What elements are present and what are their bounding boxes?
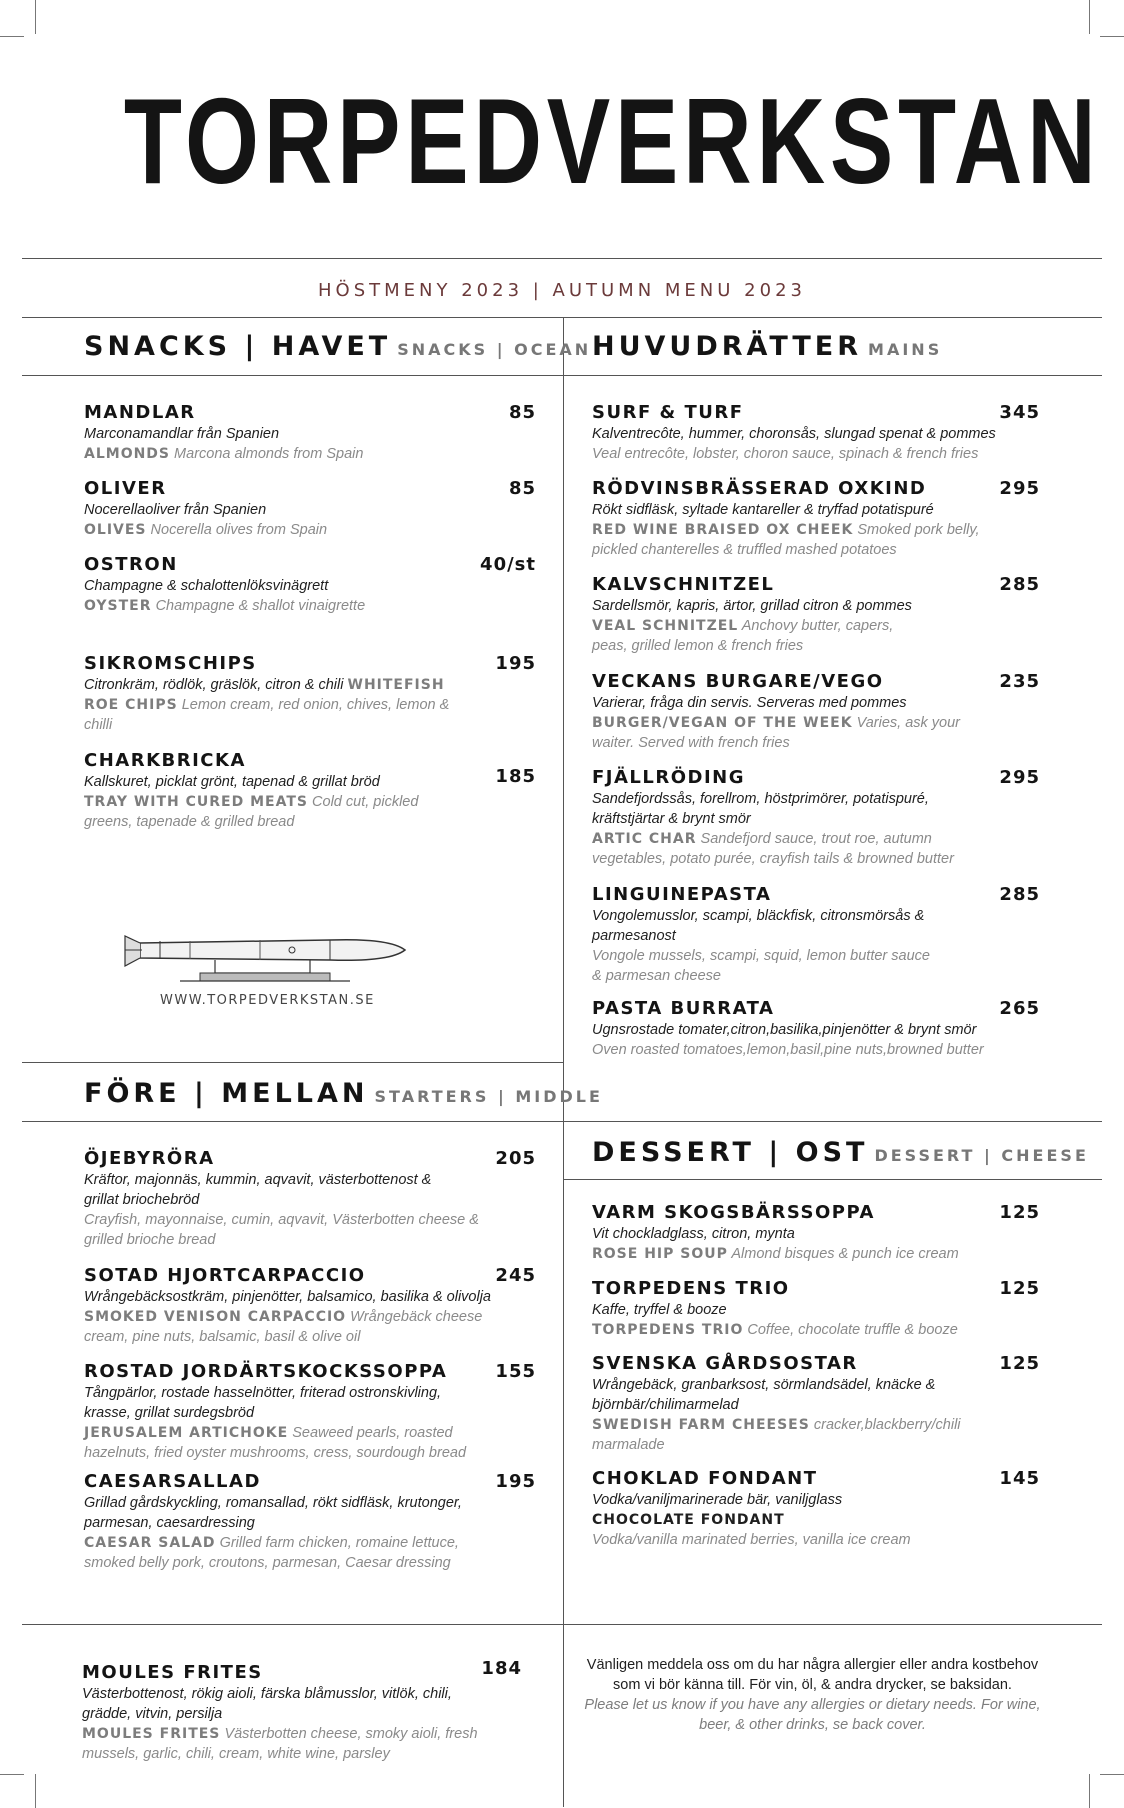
item-name: VARM SKOGSBÄRSSOPPA: [592, 1202, 875, 1223]
torpedo-illustration-icon: [120, 928, 410, 988]
item-name-en: MOULES FRITES: [82, 1726, 221, 1742]
item-name: CAESARSALLAD: [84, 1471, 261, 1492]
item-price: 125: [999, 1353, 1040, 1374]
item-name-en: JERUSALEM ARTICHOKE: [84, 1425, 289, 1441]
crop-mark: [0, 1774, 24, 1775]
divider: [22, 375, 1102, 376]
item-name: SOTAD HJORTCARPACCIO: [84, 1265, 366, 1286]
section-title-en: MAINS: [868, 340, 943, 359]
menu-item: [84, 653, 536, 735]
item-price: 285: [999, 884, 1040, 905]
item-name: FJÄLLRÖDING: [592, 767, 746, 788]
item-name-en: TORPEDENS TRIO: [592, 1322, 744, 1338]
item-price: 205: [495, 1148, 536, 1169]
item-price: 285: [999, 574, 1040, 595]
section-title-en: STARTERS | MIDDLE: [374, 1087, 603, 1106]
website-link[interactable]: WWW.TORPEDVERKSTAN.SE: [160, 993, 375, 1008]
item-name: LINGUINEPASTA: [592, 884, 772, 905]
menu-item: [592, 402, 1040, 464]
item-name-en: SMOKED VENISON CARPACCIO: [84, 1309, 347, 1325]
menu-item: [592, 884, 1040, 986]
item-description-sv: Grillad gårdskyckling, romansallad, rökt sidfläsk, krutonger, parmesan, caesardressing: [84, 1495, 462, 1531]
item-description-sv: Kaffe, tryffel & booze: [592, 1302, 727, 1318]
item-price: 295: [999, 767, 1040, 788]
section-heading-dessert: [592, 1137, 1089, 1168]
item-description-sv: Sardellsmör, kapris, ärtor, grillad citron & pommes: [592, 598, 912, 614]
item-name-en: ARTIC CHAR: [592, 831, 697, 847]
menu-item: [84, 1265, 536, 1347]
item-name: CHOKLAD FONDANT: [592, 1468, 818, 1489]
item-description-en: Crayfish, mayonnaise, cumin, aqvavit, Västerbotten cheese & grilled brioche bread: [84, 1212, 479, 1248]
crop-mark: [35, 0, 36, 34]
item-description-en: Anchovy butter, capers, peas, grilled lemon & french fries: [592, 618, 894, 654]
divider: [563, 1179, 1102, 1180]
item-description-sv: Rökt sidfläsk, syltade kantareller & tryffad potatispuré: [592, 502, 934, 518]
menu-item: [592, 998, 1040, 1060]
section-title: SNACKS | HAVET: [84, 331, 392, 362]
item-name: ÖJEBYRÖRA: [84, 1148, 215, 1169]
section-heading-starters: [84, 1078, 603, 1109]
menu-item: [84, 402, 536, 464]
item-description-sv: Champagne & schalottenlöksvinägrett: [84, 578, 329, 594]
item-name: RÖDVINSBRÄSSERAD OXKIND: [592, 478, 927, 499]
item-description-sv: Tångpärlor, rostade hasselnötter, friterad ostronskivling, krasse, grillat surdegsbröd: [84, 1385, 442, 1421]
item-price: 185: [495, 766, 536, 787]
item-description-sv: Nocerellaoliver från Spanien: [84, 502, 267, 518]
divider: [22, 1624, 1102, 1625]
item-price: 235: [999, 671, 1040, 692]
section-heading-mains: [592, 331, 942, 362]
menu-item: [592, 1468, 1040, 1550]
item-description-sv: Wrångebäck, granbarksost, sörmlandsädel, knäcke & björnbär/chilimarmelad: [592, 1377, 936, 1413]
item-price: 195: [495, 1471, 536, 1492]
item-name-en: CHOCOLATE FONDANT: [592, 1512, 785, 1528]
menu-item: [84, 750, 536, 832]
item-description-en: Västerbotten cheese, smoky aioli, fresh mussels, garlic, chili, cream, white wine, parsley: [82, 1726, 478, 1762]
menu-item: [592, 1278, 1040, 1340]
item-description-en: Almond bisques & punch ice cream: [731, 1246, 959, 1262]
item-price: 184: [481, 1658, 522, 1679]
item-description-en: Vodka/vanilla marinated berries, vanilla ice cream: [592, 1532, 911, 1548]
item-description-en: Grilled farm chicken, romaine lettuce, smoked belly pork, croutons, parmesan, Caesar dressing: [84, 1535, 459, 1571]
divider: [22, 1121, 1102, 1122]
crop-mark: [1089, 1774, 1090, 1808]
item-name: OSTRON: [84, 554, 178, 575]
item-name-en: ROSE HIP SOUP: [592, 1246, 728, 1262]
item-name-en: RED WINE BRAISED OX CHEEK: [592, 522, 854, 538]
item-name: MANDLAR: [84, 402, 196, 423]
item-description-en: Wrångebäck cheese cream, pine nuts, balsamic, basil & olive oil: [84, 1309, 483, 1345]
divider: [22, 317, 1102, 318]
menu-item: [84, 1148, 536, 1250]
allergy-note: [580, 1655, 1045, 1735]
menu-item: [84, 554, 536, 616]
menu-item: [592, 1353, 1040, 1455]
item-description-sv: Varierar, fråga din servis. Serveras med pommes: [592, 695, 907, 711]
allergy-note-sv: Vänligen meddela oss om du har några allergier eller andra kostbehov som vi bör känna till. För vin, öl, & andra drycker, se baksidan.: [586, 1657, 1039, 1693]
menu-item: [84, 1471, 536, 1573]
item-description-sv: Vodka/vaniljmarinerade bär, vaniljglass: [592, 1492, 843, 1508]
item-name-en: VEAL SCHNITZEL: [592, 618, 739, 634]
item-description-en: Lemon cream, red onion, chives, lemon & chilli: [84, 697, 450, 733]
crop-mark: [0, 36, 24, 37]
item-name: CHARKBRICKA: [84, 750, 246, 771]
divider: [22, 1062, 563, 1063]
item-name: PASTA BURRATA: [592, 998, 775, 1019]
item-name: OLIVER: [84, 478, 167, 499]
item-description-sv: Sandefjordssås, forellrom, höstprimörer, potatispuré, kräftstjärtar & brynt smör: [592, 791, 929, 827]
item-description-sv: Kräftor, majonnäs, kummin, aqvavit, västerbottenost & grillat briochebröd: [84, 1172, 432, 1208]
item-price: 145: [999, 1468, 1040, 1489]
item-description-sv: Marconamandlar från Spanien: [84, 426, 280, 442]
item-name: KALVSCHNITZEL: [592, 574, 775, 595]
item-description-en: cracker,blackberry/chili marmalade: [592, 1417, 961, 1453]
item-description-en: Veal entrecôte, lobster, choron sauce, spinach & french fries: [592, 446, 979, 462]
item-name-en: OYSTER: [84, 598, 152, 614]
item-price: 265: [999, 998, 1040, 1019]
item-name-en: OLIVES: [84, 522, 147, 538]
item-name: VECKANS BURGARE/VEGO: [592, 671, 884, 692]
item-name-en: TRAY WITH CURED MEATS: [84, 794, 308, 810]
menu-item: [82, 1658, 522, 1764]
crop-mark: [35, 1774, 36, 1808]
column-divider: [563, 317, 564, 1807]
item-price: 345: [999, 402, 1040, 423]
menu-subtitle: HÖSTMENY 2023 | AUTUMN MENU 2023: [318, 280, 806, 301]
item-name: TORPEDENS TRIO: [592, 1278, 790, 1299]
item-name-en: WHITEFISH ROE CHIPS: [84, 677, 445, 713]
item-name: ROSTAD JORDÄRTSKOCKSSOPPA: [84, 1361, 448, 1382]
item-price: 155: [495, 1361, 536, 1382]
section-title: DESSERT | OST: [592, 1137, 869, 1168]
menu-item: [592, 574, 1040, 656]
menu-item: [84, 478, 536, 540]
item-name-en: SWEDISH FARM CHEESES: [592, 1417, 810, 1433]
item-price: 125: [999, 1278, 1040, 1299]
item-name: MOULES FRITES: [82, 1662, 263, 1683]
item-description-en: Coffee, chocolate truffle & booze: [747, 1322, 958, 1338]
section-title: FÖRE | MELLAN: [84, 1078, 369, 1109]
menu-item: [592, 478, 1040, 560]
section-heading-snacks: [84, 331, 591, 362]
crop-mark: [1089, 0, 1090, 34]
divider: [22, 258, 1102, 259]
restaurant-title: TORPEDVERKSTAN: [123, 73, 1101, 209]
section-title: HUVUDRÄTTER: [592, 331, 863, 362]
item-name: SIKROMSCHIPS: [84, 653, 257, 674]
item-name-en: BURGER/VEGAN OF THE WEEK: [592, 715, 853, 731]
item-description-sv: Ugnsrostade tomater,citron,basilika,pinjenötter & brynt smör: [592, 1022, 977, 1038]
item-name-en: ALMONDS: [84, 446, 171, 462]
item-description-sv: Wrångebäcksostkräm, pinjenötter, balsamico, basilika & olivolja: [84, 1289, 491, 1305]
item-price: 125: [999, 1202, 1040, 1223]
item-description-en: Varies, ask your waiter. Served with french fries: [592, 715, 960, 751]
menu-item: [84, 1361, 536, 1463]
item-price: 40/st: [480, 554, 536, 575]
section-title-en: SNACKS | OCEAN: [397, 340, 592, 359]
item-description-en: Marcona almonds from Spain: [174, 446, 364, 462]
menu-item: [592, 767, 1040, 869]
menu-item: [592, 671, 1040, 753]
item-description-en: Vongole mussels, scampi, squid, lemon butter sauce & parmesan cheese: [592, 948, 930, 984]
item-name: SURF & TURF: [592, 402, 744, 423]
item-price: 85: [508, 478, 536, 499]
item-price: 245: [495, 1265, 536, 1286]
menu-item: [592, 1202, 1040, 1264]
item-description-en: Seaweed pearls, roasted hazelnuts, fried oyster mushrooms, cress, sourdough bread: [84, 1425, 467, 1461]
item-description-en: Smoked pork belly, pickled chanterelles & truffled mashed potatoes: [592, 522, 980, 558]
item-description-sv: Citronkräm, rödlök, gräslök, citron & chili: [84, 677, 344, 693]
allergy-note-en: Please let us know if you have any allergies or dietary needs. For wine, beer, & other drinks, se back cover.: [584, 1697, 1041, 1733]
section-title-en: DESSERT | CHEESE: [874, 1146, 1089, 1165]
item-name-en: CAESAR SALAD: [84, 1535, 216, 1551]
item-price: 195: [495, 653, 536, 674]
crop-mark: [1100, 36, 1124, 37]
item-description-sv: Vongolemusslor, scampi, bläckfisk, citronsmörsås & parmesanost: [592, 908, 925, 944]
crop-mark: [1100, 1774, 1124, 1775]
item-name: SVENSKA GÅRDSOSTAR: [592, 1353, 858, 1374]
item-description: [84, 675, 469, 735]
item-price: 85: [508, 402, 536, 423]
item-description-en: Oven roasted tomatoes,lemon,basil,pine nuts,browned butter: [592, 1042, 984, 1058]
item-description-sv: Västerbottenost, rökig aioli, färska blåmusslor, vitlök, chili, grädde, vitvin, persilja: [82, 1686, 452, 1722]
item-price: 295: [999, 478, 1040, 499]
item-description-en: Nocerella olives from Spain: [150, 522, 328, 538]
item-description-sv: Kallskuret, picklat grönt, tapenad & grillat bröd: [84, 774, 380, 790]
item-description-sv: Vit chockladglass, citron, mynta: [592, 1226, 795, 1242]
item-description-en: Champagne & shallot vinaigrette: [155, 598, 366, 614]
item-description-en: Sandefjord sauce, trout roe, autumn vegetables, potato purée, crayfish tails & browned butter: [592, 831, 954, 867]
item-description-sv: Kalventrecôte, hummer, choronsås, slungad spenat & pommes: [592, 426, 996, 442]
item-description-en: Cold cut, pickled greens, tapenade & grilled bread: [84, 794, 419, 830]
